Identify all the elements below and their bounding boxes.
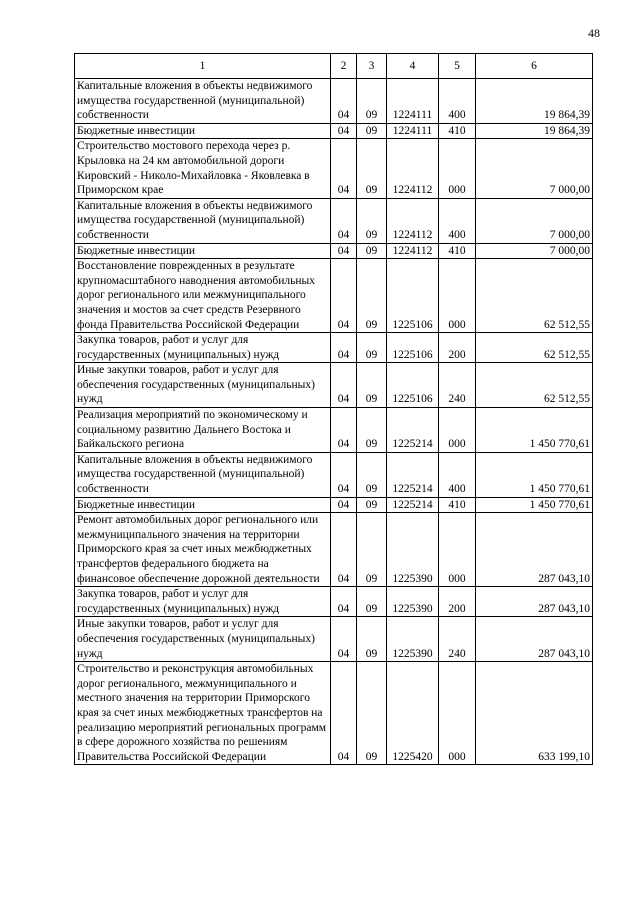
target-article-cell: 1225106: [387, 333, 439, 363]
item-name-cell: Реализация мероприятий по экономическому и социальному развитию Дальнего Востока и Байкальского региона: [75, 408, 331, 453]
header-cell: 1: [75, 54, 331, 79]
table-header-row: [75, 54, 593, 79]
expense-type-cell: 000: [439, 139, 476, 198]
table-row: [75, 259, 593, 333]
subsection-code-cell: 09: [357, 243, 387, 259]
table-row: [75, 452, 593, 497]
expense-type-cell: 240: [439, 617, 476, 662]
expense-type-cell: 000: [439, 259, 476, 333]
amount-cell: 19 864,39: [476, 79, 593, 124]
item-name-cell: Ремонт автомобильных дорог регионального или межмуниципального значения на территории Приморского края за счет иных межбюджетных трансфертов федерального бюджета на финансовое обеспечение дорожной деятельности: [75, 513, 331, 587]
amount-cell: 633 199,10: [476, 662, 593, 765]
item-name-cell: Строительство и реконструкция автомобильных дорог регионального, межмуниципального и местного значения на территории Приморского края за счет иных межбюджетных трансфертов на реализацию мероприятий региональных программ в сфере дорожного хозяйства по решениям Правительства Российской Федерации: [75, 662, 331, 765]
table-row: [75, 497, 593, 513]
header-cell: 5: [439, 54, 476, 79]
table-row: [75, 139, 593, 198]
table-row: [75, 243, 593, 259]
expense-type-cell: 200: [439, 333, 476, 363]
budget-table: [74, 53, 593, 765]
item-name-cell: Строительство мостового перехода через р. Крыловка на 24 км автомобильной дороги Кировский - Николо-Михайловка - Яковлевка в Приморском крае: [75, 139, 331, 198]
section-code-cell: 04: [331, 243, 357, 259]
header-cell: 2: [331, 54, 357, 79]
subsection-code-cell: 09: [357, 497, 387, 513]
item-name-cell: Иные закупки товаров, работ и услуг для обеспечения государственных (муниципальных) нужд: [75, 617, 331, 662]
item-name-cell: Капитальные вложения в объекты недвижимого имущества государственной (муниципальной) собственности: [75, 198, 331, 243]
expense-type-cell: 400: [439, 452, 476, 497]
subsection-code-cell: 09: [357, 587, 387, 617]
target-article-cell: 1224111: [387, 123, 439, 139]
table-row: [75, 513, 593, 587]
item-name-cell: Бюджетные инвестиции: [75, 243, 331, 259]
table-row: [75, 587, 593, 617]
expense-type-cell: 000: [439, 513, 476, 587]
header-cell: 3: [357, 54, 387, 79]
target-article-cell: 1224112: [387, 198, 439, 243]
header-cell: 6: [476, 54, 593, 79]
section-code-cell: 04: [331, 259, 357, 333]
header-cell: 4: [387, 54, 439, 79]
target-article-cell: 1225106: [387, 259, 439, 333]
table-row: [75, 198, 593, 243]
amount-cell: 19 864,39: [476, 123, 593, 139]
subsection-code-cell: 09: [357, 198, 387, 243]
subsection-code-cell: 09: [357, 79, 387, 124]
amount-cell: 287 043,10: [476, 617, 593, 662]
section-code-cell: 04: [331, 617, 357, 662]
amount-cell: 62 512,55: [476, 363, 593, 408]
amount-cell: 7 000,00: [476, 243, 593, 259]
target-article-cell: 1225214: [387, 408, 439, 453]
subsection-code-cell: 09: [357, 513, 387, 587]
subsection-code-cell: 09: [357, 363, 387, 408]
section-code-cell: 04: [331, 452, 357, 497]
page-number: 48: [588, 26, 600, 40]
expense-type-cell: 400: [439, 198, 476, 243]
section-code-cell: 04: [331, 123, 357, 139]
section-code-cell: 04: [331, 139, 357, 198]
table-row: [75, 408, 593, 453]
section-code-cell: 04: [331, 587, 357, 617]
section-code-cell: 04: [331, 513, 357, 587]
expense-type-cell: 200: [439, 587, 476, 617]
item-name-cell: Иные закупки товаров, работ и услуг для обеспечения государственных (муниципальных) нужд: [75, 363, 331, 408]
table-row: [75, 363, 593, 408]
amount-cell: 1 450 770,61: [476, 452, 593, 497]
item-name-cell: Бюджетные инвестиции: [75, 123, 331, 139]
section-code-cell: 04: [331, 79, 357, 124]
table-row: [75, 662, 593, 765]
item-name-cell: Восстановление поврежденных в результате крупномасштабного наводнения автомобильных дорог регионального или межмуниципального значения и мостов за счет средств Резервного фонда Правительства Российской Федерации: [75, 259, 331, 333]
item-name-cell: Закупка товаров, работ и услуг для государственных (муниципальных) нужд: [75, 587, 331, 617]
target-article-cell: 1225214: [387, 497, 439, 513]
expense-type-cell: 000: [439, 408, 476, 453]
item-name-cell: Закупка товаров, работ и услуг для государственных (муниципальных) нужд: [75, 333, 331, 363]
expense-type-cell: 240: [439, 363, 476, 408]
expense-type-cell: 000: [439, 662, 476, 765]
target-article-cell: 1225420: [387, 662, 439, 765]
expense-type-cell: 410: [439, 497, 476, 513]
amount-cell: 7 000,00: [476, 139, 593, 198]
section-code-cell: 04: [331, 363, 357, 408]
target-article-cell: 1225390: [387, 587, 439, 617]
amount-cell: 7 000,00: [476, 198, 593, 243]
subsection-code-cell: 09: [357, 662, 387, 765]
subsection-code-cell: 09: [357, 333, 387, 363]
amount-cell: 62 512,55: [476, 259, 593, 333]
subsection-code-cell: 09: [357, 123, 387, 139]
subsection-code-cell: 09: [357, 452, 387, 497]
item-name-cell: Капитальные вложения в объекты недвижимого имущества государственной (муниципальной) собственности: [75, 79, 331, 124]
amount-cell: 1 450 770,61: [476, 408, 593, 453]
target-article-cell: 1224111: [387, 79, 439, 124]
item-name-cell: Капитальные вложения в объекты недвижимого имущества государственной (муниципальной) собственности: [75, 452, 331, 497]
amount-cell: 62 512,55: [476, 333, 593, 363]
table-body: [75, 79, 593, 765]
table-row: [75, 333, 593, 363]
subsection-code-cell: 09: [357, 617, 387, 662]
target-article-cell: 1225214: [387, 452, 439, 497]
table-row: [75, 617, 593, 662]
section-code-cell: 04: [331, 497, 357, 513]
subsection-code-cell: 09: [357, 259, 387, 333]
target-article-cell: 1225390: [387, 617, 439, 662]
expense-type-cell: 400: [439, 79, 476, 124]
section-code-cell: 04: [331, 662, 357, 765]
expense-type-cell: 410: [439, 243, 476, 259]
amount-cell: 287 043,10: [476, 513, 593, 587]
table-row: [75, 79, 593, 124]
section-code-cell: 04: [331, 408, 357, 453]
section-code-cell: 04: [331, 333, 357, 363]
amount-cell: 1 450 770,61: [476, 497, 593, 513]
amount-cell: 287 043,10: [476, 587, 593, 617]
expense-type-cell: 410: [439, 123, 476, 139]
table-row: [75, 123, 593, 139]
target-article-cell: 1225106: [387, 363, 439, 408]
section-code-cell: 04: [331, 198, 357, 243]
target-article-cell: 1224112: [387, 243, 439, 259]
target-article-cell: 1224112: [387, 139, 439, 198]
subsection-code-cell: 09: [357, 139, 387, 198]
subsection-code-cell: 09: [357, 408, 387, 453]
item-name-cell: Бюджетные инвестиции: [75, 497, 331, 513]
target-article-cell: 1225390: [387, 513, 439, 587]
